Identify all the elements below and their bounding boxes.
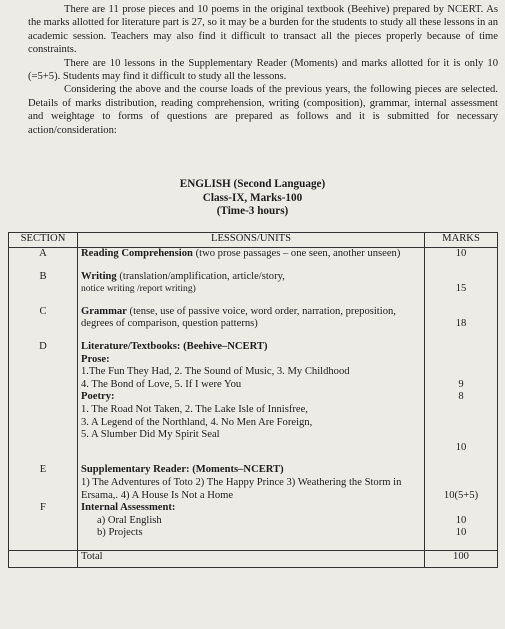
marks-cell — [425, 341, 498, 454]
unit-desc: 1) The Adventures of Toto 2) The Happy Prince 3) Weathering the Storm in Ersama,. 4) A House Is Not a Home — [81, 476, 402, 501]
heading-class: Class-IX, Marks-100 — [202, 191, 303, 204]
table-row — [9, 271, 498, 296]
lessons-cell — [78, 341, 425, 454]
section-cell: A — [9, 248, 78, 261]
section-cell: C — [9, 306, 78, 331]
lessons-cell — [78, 271, 425, 296]
unit-desc: (two prose passages – one seen, another unseen) — [192, 248, 401, 259]
marks-cell — [425, 502, 498, 540]
table-row — [9, 502, 498, 540]
section-cell: F — [9, 502, 78, 540]
assessment-marks-1: 10 — [455, 514, 467, 526]
total-section-cell — [9, 550, 78, 567]
assessment-marks-2: 10 — [455, 527, 467, 539]
lessons-cell — [78, 306, 425, 331]
syllabus-table — [8, 232, 498, 568]
table-header-row — [9, 233, 498, 248]
marks-cell: 10 — [425, 248, 498, 261]
lessons-cell — [78, 248, 425, 261]
prose-marks-2: 8 — [458, 391, 464, 403]
unit-title: Reading Comprehension — [81, 248, 193, 259]
poetry-line-3: 5. A Slumber Did My Spirit Seal — [81, 429, 220, 441]
lessons-cell — [78, 464, 425, 502]
table-row — [9, 306, 498, 331]
table-row — [9, 464, 498, 502]
assessment-item-2: b) Projects — [97, 527, 143, 539]
intro-paragraph-3: Considering the above and the course loads of the previous years, the following pieces are selected. Details of marks distribution, reading comprehension, writing (composition), grammar, internal assessment and weightage to forms of questions are prepared as follows and it is submitted for necessary action/consideration: — [28, 84, 498, 136]
intro-text — [28, 3, 498, 137]
total-label: Total — [78, 550, 425, 567]
assessment-item-1: a) Oral English — [97, 514, 162, 526]
header-marks: MARKS — [425, 233, 498, 248]
prose-label: Prose: — [81, 353, 110, 365]
prose-line-2: 4. The Bond of Love, 5. If I were You — [81, 378, 242, 390]
section-cell: D — [9, 341, 78, 454]
unit-title: Literature/Textbooks: (Beehive–NCERT) — [81, 340, 268, 352]
unit-desc: (translation/amplification, article/story, — [116, 270, 285, 282]
prose-line-1: 1.The Fun They Had, 2. The Sound of Music, 3. My Childhood — [81, 366, 350, 378]
unit-title: Supplementary Reader: (Moments–NCERT) — [81, 464, 284, 476]
unit-title: Internal Assessment: — [81, 502, 176, 514]
poetry-label: Poetry: — [81, 391, 115, 403]
marks-cell: 15 — [425, 271, 498, 296]
table-row — [9, 341, 498, 454]
poetry-line-1: 1. The Road Not Taken, 2. The Lake Isle of Innisfree, — [81, 403, 308, 415]
unit-desc-2: notice writing /report writing) — [81, 283, 196, 295]
section-cell: B — [9, 271, 78, 296]
table-row — [9, 248, 498, 261]
unit-desc: (tense, use of passive voice, word order, narration, preposition, degrees of comparison, question patterns) — [81, 305, 396, 330]
prose-marks-1: 9 — [458, 378, 464, 390]
poetry-marks: 10 — [455, 441, 467, 453]
total-row — [9, 550, 498, 567]
unit-title: Grammar — [81, 305, 127, 317]
intro-paragraph-2: There are 10 lessons in the Supplementary Reader (Moments) and marks allotted for it is only 10 (=5+5). Students may find it difficult to study all the lessons. — [28, 57, 498, 83]
poetry-line-2: 3. A Legend of the Northland, 4. No Men Are Foreign, — [81, 416, 313, 428]
total-marks: 100 — [425, 550, 498, 567]
header-section: SECTION — [9, 233, 78, 248]
lessons-cell — [78, 502, 425, 540]
heading-time: (Time-3 hours) — [216, 205, 289, 217]
heading-subject: ENGLISH (Second Language) — [179, 178, 326, 190]
marks-cell: 18 — [425, 306, 498, 331]
marks-cell: 10(5+5) — [425, 464, 498, 502]
syllabus-heading — [0, 178, 505, 219]
section-cell: E — [9, 464, 78, 502]
header-lessons: LESSONS/UNITS — [78, 233, 425, 248]
unit-title: Writing — [81, 270, 117, 282]
intro-paragraph-1: There are 11 prose pieces and 10 poems in the original textbook (Beehive) prepared by NCERT. As the marks allotted for literature part is 27, so it may be a burden for the students to study all these lessons in an academic session. Teachers may also find it difficult to transact all the pieces properly because of time constraints. — [28, 4, 498, 56]
